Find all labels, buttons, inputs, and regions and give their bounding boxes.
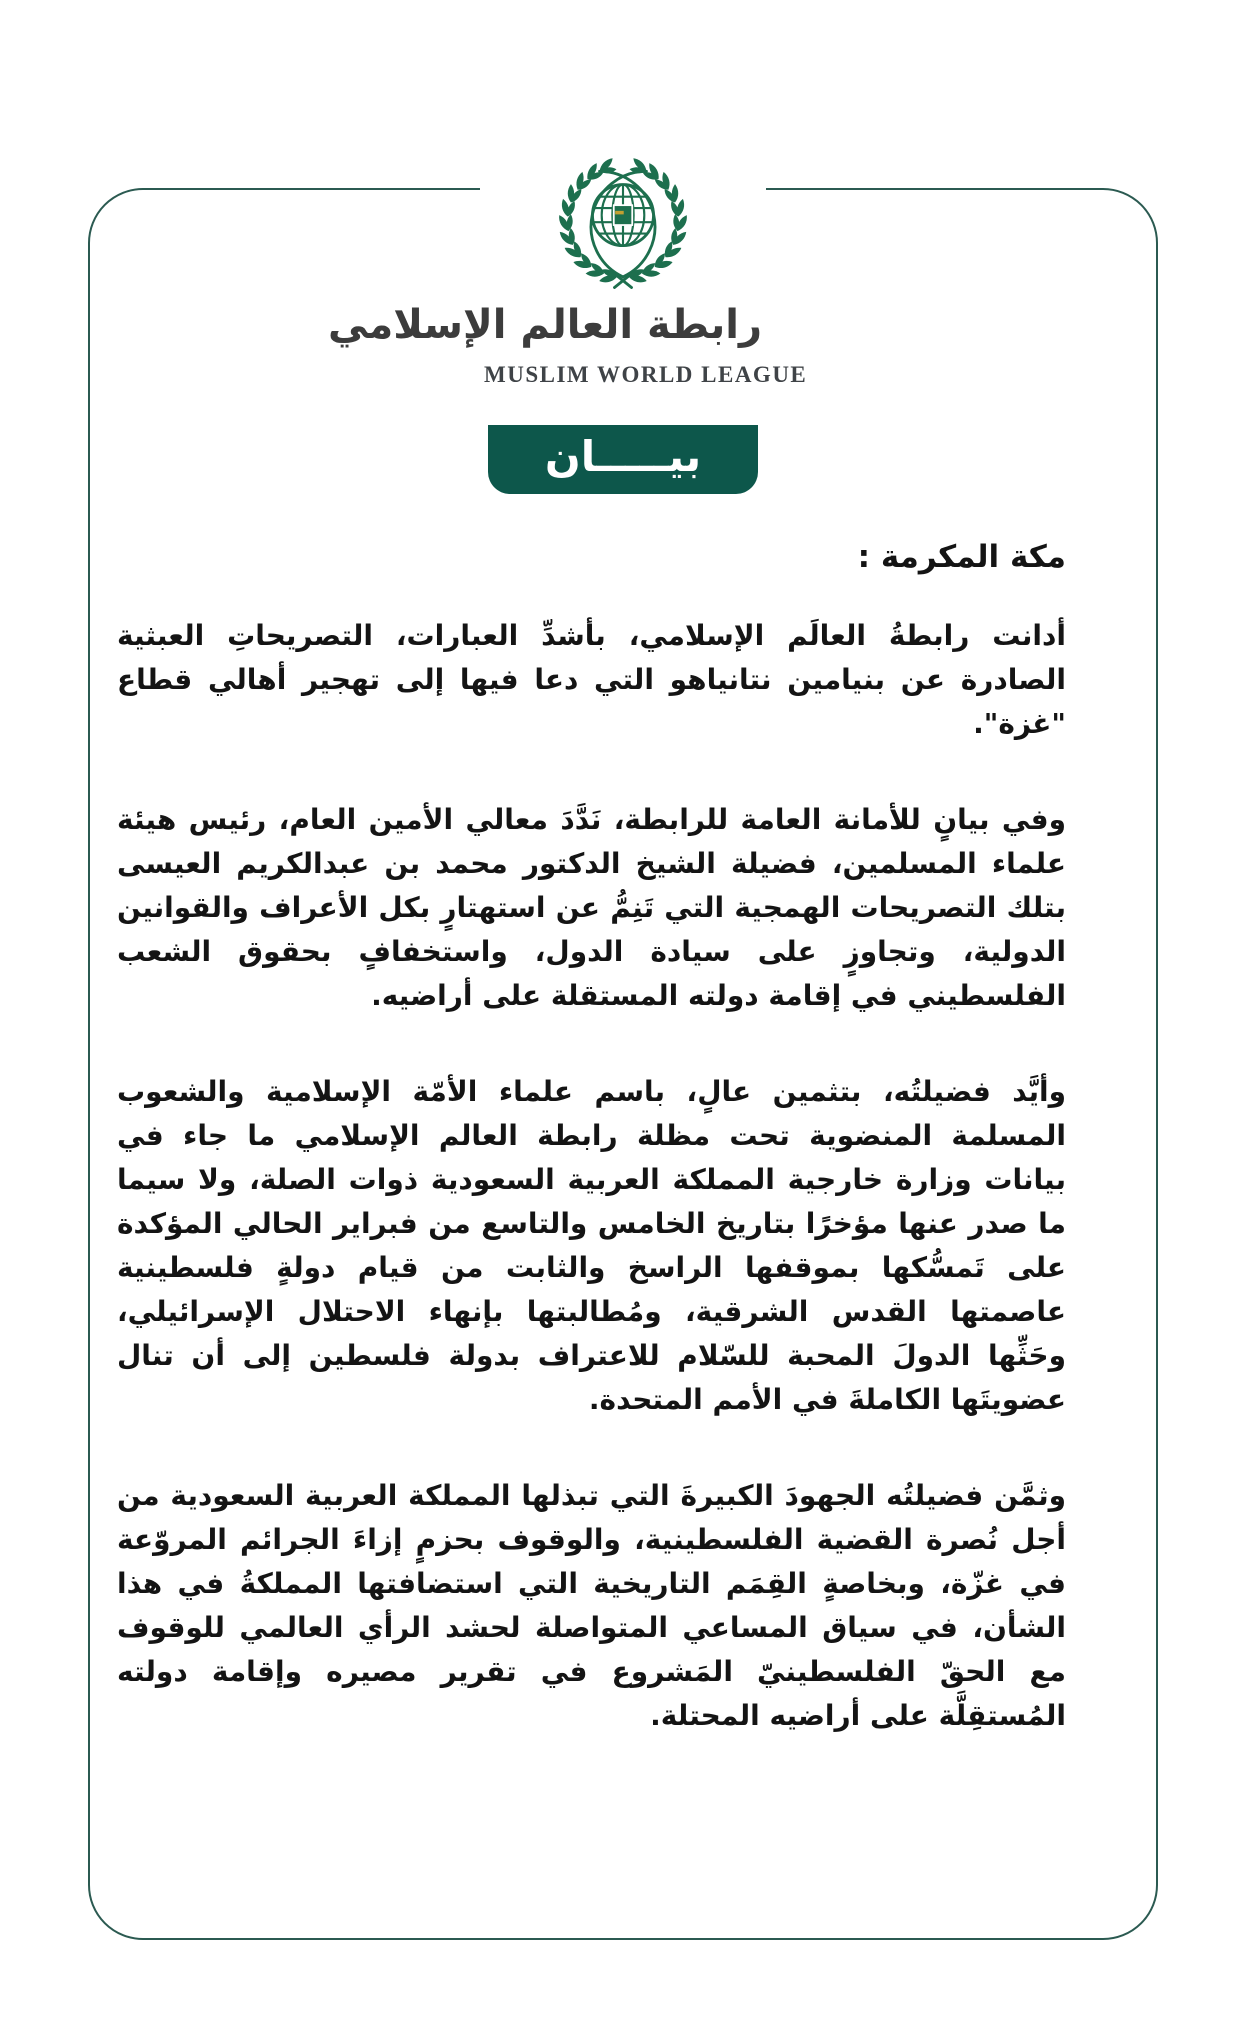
org-name-arabic: رابطة العالم الإسلامي <box>328 302 762 348</box>
statement-card <box>88 188 1158 1940</box>
paragraph-2: وفي بيانٍ للأمانة العامة للرابطة، نَدَّدَ معالي الأمين العام، رئيس هيئة علماء المسلمين، فضيلة الشيخ الدكتور محمد بن عبدالكريم العيسى بتلك التصريحات الهمجية التي تَنِمُّ عن استهتارٍ بكل الأعراف والقوانين الدولية، وتجاوزٍ على سيادة الدول، واستخفافٍ بحقوق الشعب الفلسطيني في إقامة دولته المستقلة على أراضيه. <box>117 803 1066 1012</box>
mwl-logo <box>328 154 808 389</box>
statement-banner-label: بيـــــان <box>544 431 702 481</box>
mwl-emblem-icon <box>552 154 694 289</box>
dateline: مكة المكرمة : <box>857 539 1066 575</box>
paragraph-4: وثمَّن فضيلتُه الجهودَ الكبيرةَ التي تبذلها المملكة العربية السعودية من أجل نُصرة القضية الفلسطينية، والوقوف بحزمٍ إزاءَ الجرائم المروّعة في غزّة، وبخاصةٍ القِمَم التاريخية التي استضافتها المملكةُ في هذا الشأن، في سياق المساعي المتواصلة لحشد الرأي العالمي للوقوف مع الحقّ الفلسطينيّ المَشروع في تقرير مصيره وإقامة دولته المُستقِلَّة على أراضيه المحتلة. <box>117 1479 1066 1732</box>
org-name-english: MUSLIM WORLD LEAGUE <box>484 362 808 387</box>
paragraph-1: أدانت رابطةُ العالَم الإسلامي، بأشدِّ العبارات، التصريحاتِ العبثية الصادرة عن بنيامين نتانياهو التي دعا فيها إلى تهجير أهالي قطاع "غزة". <box>117 619 1066 740</box>
statement-body <box>117 534 1066 1738</box>
paragraph-3: وأيَّد فضيلتُه، بتثمين عالٍ، باسم علماء الأمّة الإسلامية والشعوب المسلمة المنضوية تحت مظلة رابطة العالم الإسلامي ما جاء في بيانات وزارة خارجية المملكة العربية السعودية ذوات الصلة، ولا سيما ما صدر عنها مؤخرًا بتاريخ الخامس والتاسع من فبراير الحالي المؤكدة على تَمسُّكها بموقفها الراسخ والثابت من قيام دولةٍ فلسطينية عاصمتها القدس الشرقية، ومُطالبتها بإنهاء الاحتلال الإسرائيلي، وحَثِّها الدولَ المحبة للسّلام للاعتراف بدولة فلسطين إلى أن تنال عضويتَها الكاملةَ في الأمم المتحدة. <box>117 1075 1066 1416</box>
statement-banner <box>488 425 758 494</box>
